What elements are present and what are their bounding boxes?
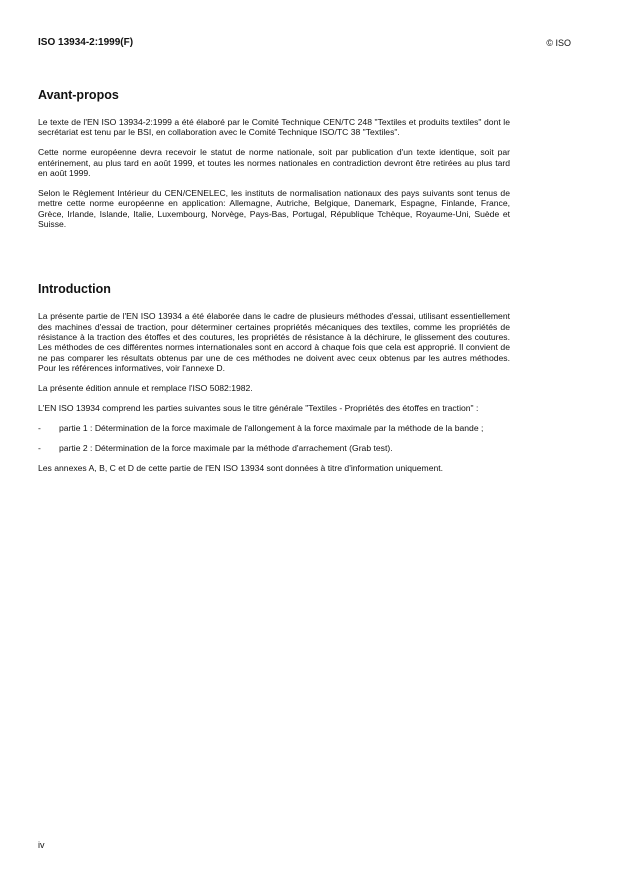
list-dash: - xyxy=(38,422,41,433)
section-spacer xyxy=(38,239,510,282)
list-dash: - xyxy=(38,442,41,453)
introduction-paragraph: La présente partie de l'EN ISO 13934 a été élaborée dans le cadre de plusieurs méthodes d'essai, utilisant essentiellement des machines d'essai de traction, pour déterminer certaines propriétés mécaniques des textiles, comme les propriétés de résistance à la traction des étoffes et des coutures, les propriétés de résistance à la déchirure, le glissement des coutures. Les méthodes de ces différentes normes internationales sont en accord à chaque fois que cela est approprié. Il convient de ne pas comparer les résultats obtenus par une de ces méthodes ne doivent avec ceux obtenus par les autres méthodes. Pour les références informatives, voir l'annexe D. xyxy=(38,311,510,374)
foreword-heading: Avant-propos xyxy=(38,88,119,102)
introduction-paragraph: La présente édition annule et remplace l'ISO 5082:1982. xyxy=(38,383,253,394)
copyright-notice: © ISO xyxy=(546,38,571,48)
introduction-heading: Introduction xyxy=(38,282,111,297)
introduction-section xyxy=(38,282,510,473)
list-item-text: partie 1 : Détermination de la force maximale de l'allongement à la force maximale par la méthode de la bande ; xyxy=(59,422,484,433)
introduction-closing-paragraph: Les annexes A, B, C et D de cette partie de l'EN ISO 13934 sont données à titre d'information uniquement. xyxy=(38,462,444,473)
foreword-section xyxy=(38,88,510,230)
list-item xyxy=(38,443,510,453)
foreword-paragraph: Le texte de l'EN ISO 13934-2:1999 a été élaboré par le Comité Technique CEN/TC 248 "Textiles et produits textiles" dont le secrétariat est tenu par le BSI, en collaboration avec le Comité Technique ISO/TC 38 "Textiles". xyxy=(38,117,510,138)
list-item xyxy=(38,423,510,433)
list-item-text: partie 2 : Détermination de la force maximale par la méthode d'arrachement (Grab test). xyxy=(59,442,393,453)
foreword-paragraph: Cette norme européenne devra recevoir le statut de norme nationale, soit par publication d'un texte identique, soit par entérinement, au plus tard en août 1999, et toutes les normes nationales en contradiction devront être retirées au plus tard en août 1999. xyxy=(38,147,510,179)
page-content xyxy=(38,88,510,483)
page-number: iv xyxy=(38,840,45,850)
introduction-paragraph: L'EN ISO 13934 comprend les parties suivantes sous le titre générale "Textiles - Propriétés des étoffes en traction" : xyxy=(38,403,479,413)
foreword-paragraph: Selon le Règlement Intérieur du CEN/CENELEC, les instituts de normalisation nationaux des pays suivants sont tenus de mettre cette norme européenne en application: Allemagne, Autriche, Belgique, Danemark, Espagne, Finlande, France, Grèce, Irlande, Islande, Italie, Luxembourg, Norvège, Pays-Bas, Portugal, République Tchèque, Royaume-Uni, Suède et Suisse. xyxy=(38,188,510,230)
standard-code: ISO 13934-2:1999(F) xyxy=(38,37,134,48)
